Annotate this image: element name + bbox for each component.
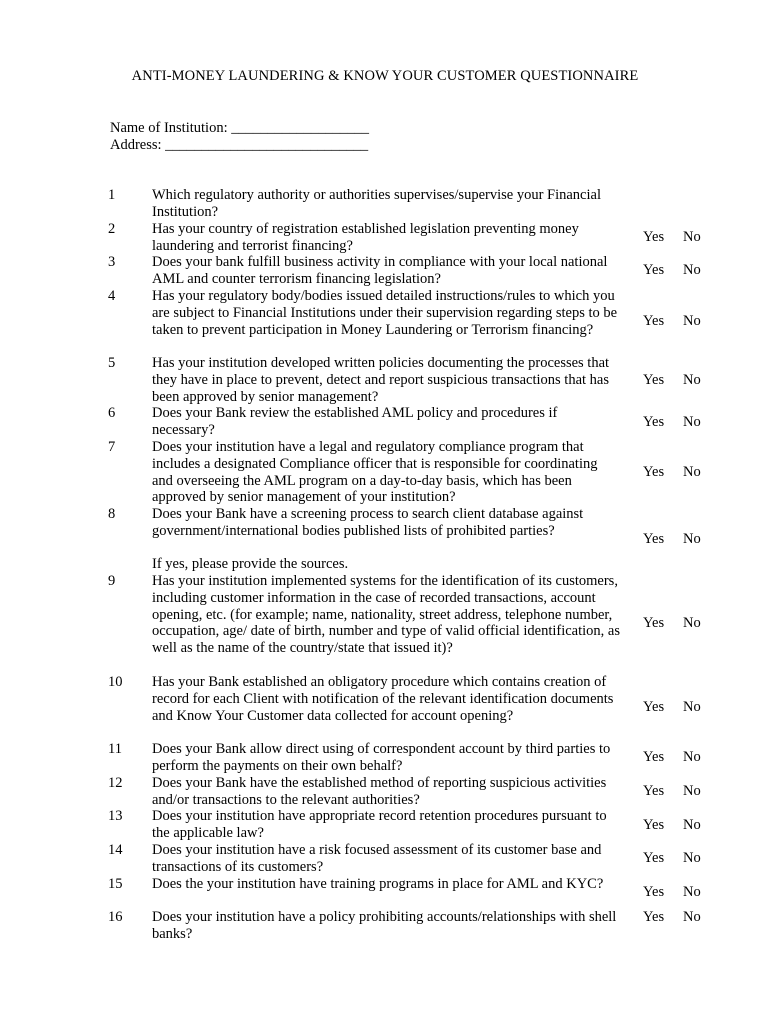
question-text: Has your Bank established an obligatory procedure which contains creation of record for each Client with notification of the relevant identification documents and Know Your Customer data collected for account opening? <box>152 674 614 724</box>
question-number: 14 <box>108 842 123 858</box>
no-option[interactable]: No <box>683 850 701 866</box>
no-option[interactable]: No <box>683 372 701 388</box>
no-option[interactable]: No <box>683 615 701 631</box>
yes-option[interactable]: Yes <box>643 229 665 245</box>
question-number: 11 <box>108 741 122 757</box>
yes-option[interactable]: Yes <box>643 464 665 480</box>
question-text: Does your Bank allow direct using of correspondent account by third parties to perform the payments on their own behalf? <box>152 741 611 774</box>
question-number: 15 <box>108 876 123 892</box>
question-text: Does your bank fulfill business activity in compliance with your local national AML and counter terrorism financing legislation? <box>152 254 608 287</box>
yes-option[interactable]: Yes <box>643 262 665 278</box>
yes-option[interactable]: Yes <box>643 817 665 833</box>
no-option[interactable]: No <box>683 699 701 715</box>
question-number: 9 <box>108 573 116 589</box>
no-option[interactable]: No <box>683 262 701 278</box>
question-text: Has your institution developed written policies documenting the processes that they have in place to prevent, detect and report suspicious transactions that has been approved by senior management? <box>152 355 610 405</box>
yes-option[interactable]: Yes <box>643 615 665 631</box>
yes-option[interactable]: Yes <box>643 313 665 329</box>
institution-name-field[interactable]: Name of Institution: ___________________ <box>110 120 369 136</box>
yes-option[interactable]: Yes <box>643 884 665 900</box>
question-text: Does the your institution have training programs in place for AML and KYC? <box>152 876 604 892</box>
question-text: Does your institution have appropriate record retention procedures pursuant to the applicable law? <box>152 808 607 841</box>
question-text: Does your Bank review the established AML policy and procedures if necessary? <box>152 405 558 438</box>
question-number: 1 <box>108 187 116 203</box>
no-option[interactable]: No <box>683 531 701 547</box>
question-text: Does your Bank have the established method of reporting suspicious activities and/or transactions to the relevant authorities? <box>152 775 607 808</box>
yes-option[interactable]: Yes <box>643 783 665 799</box>
question-number: 8 <box>108 506 116 522</box>
no-option[interactable]: No <box>683 414 701 430</box>
no-option[interactable]: No <box>683 464 701 480</box>
yes-option[interactable]: Yes <box>643 909 665 925</box>
no-option[interactable]: No <box>683 783 701 799</box>
question-text: Does your institution have a legal and regulatory compliance program that includes a designated Compliance officer that is responsible for coordinating and overseeing the AML program on a day-to-day basis, which has been approved by senior management of your institution? <box>152 439 598 506</box>
question-number: 16 <box>108 909 123 925</box>
question-text: Does your Bank have a screening process to search client database against government/international bodies published lists of prohibited parties? <box>152 506 584 539</box>
q8-sources-note: If yes, please provide the sources. <box>152 556 349 572</box>
yes-option[interactable]: Yes <box>643 414 665 430</box>
question-number: 5 <box>108 355 116 371</box>
question-text: Does your institution have a policy prohibiting accounts/relationships with shell banks? <box>152 909 617 942</box>
question-number: 2 <box>108 221 116 237</box>
question-text: Which regulatory authority or authorities supervises/supervise your Financial Institution? <box>152 187 601 220</box>
address-field[interactable]: Address: ____________________________ <box>110 137 369 153</box>
document-title: ANTI-MONEY LAUNDERING & KNOW YOUR CUSTOMER QUESTIONNAIRE <box>131 68 639 84</box>
no-option[interactable]: No <box>683 749 701 765</box>
no-option[interactable]: No <box>683 313 701 329</box>
no-option[interactable]: No <box>683 884 701 900</box>
question-number: 6 <box>108 405 116 421</box>
no-option[interactable]: No <box>683 909 701 925</box>
yes-option[interactable]: Yes <box>643 749 665 765</box>
yes-option[interactable]: Yes <box>643 699 665 715</box>
question-number: 7 <box>108 439 116 455</box>
no-option[interactable]: No <box>683 817 701 833</box>
question-text: Does your institution have a risk focused assessment of its customer base and transactions of its customers? <box>152 842 602 875</box>
question-number: 13 <box>108 808 123 824</box>
yes-option[interactable]: Yes <box>643 850 665 866</box>
question-number: 3 <box>108 254 116 270</box>
yes-option[interactable]: Yes <box>643 531 665 547</box>
no-option[interactable]: No <box>683 229 701 245</box>
question-text: Has your country of registration established legislation preventing money laundering and terrorist financing? <box>152 221 579 254</box>
question-text: Has your institution implemented systems for the identification of its customers, including customer information in the case of recorded transactions, account opening, etc. (for example; name, nationality, street address, telephone number, occupation, age/ date of birth, number and type of valid official identification, as well as the name of the country/state that issued it)? <box>152 573 621 657</box>
question-number: 12 <box>108 775 123 791</box>
question-number: 4 <box>108 288 116 304</box>
yes-option[interactable]: Yes <box>643 372 665 388</box>
question-number: 10 <box>108 674 123 690</box>
question-text: Has your regulatory body/bodies issued detailed instructions/rules to which you are subject to Financial Institutions under their supervision regarding steps to be taken to prevent participation in Money Laundering or Terrorism financing? <box>152 288 618 338</box>
